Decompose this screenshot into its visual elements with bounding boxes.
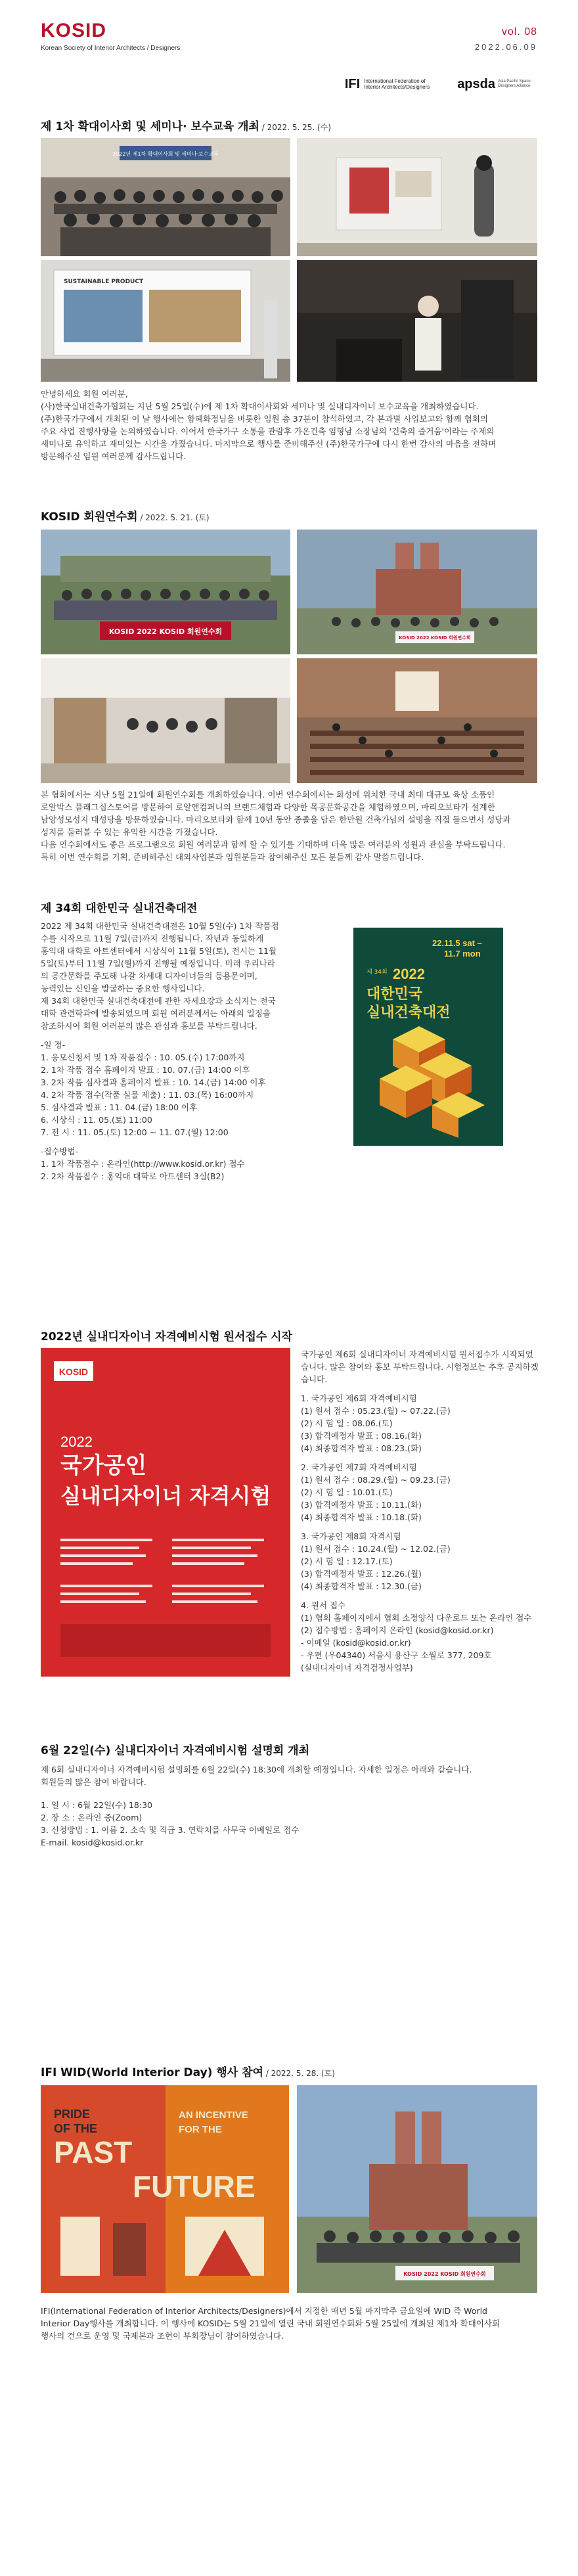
exam-block-line: 2. 국가공인 제7회 자격예비시험 [301,1462,417,1472]
exam-block-line: (1) 협회 홈페이지에서 협회 소정양식 다운로드 또는 온라인 접수 [301,1613,532,1623]
section-title-text: 제 1차 확대이사회 및 세미나· 보수교육 개최 [41,120,259,133]
paragraph-line: 로알박스 플래그십스토어를 방문하여 로알앤컴퍼니의 브랜드체험과 다양한 목공문화공간을 체험하였으며, 마리오보타가 설계한 [41,802,495,812]
schedule-item: 1. 응모신청서 및 1차 작품접수 : 10. 05.(수) 17:00까지 [41,1052,245,1062]
exam-block-line: (2) 시 험 일 : 12.17.(토) [301,1556,393,1566]
paragraph-line: 다음 연수회에서도 좋은 프로그램으로 회원 여러분과 함께 할 수 있기를 기대하며 더욱 많은 여러분의 성원과 관심을 부탁드립니다. [41,840,506,849]
issue-date: 2022.06.09 [474,42,537,52]
section-title-board-meeting [41,117,331,133]
section1-text [41,388,537,463]
section-title-interior-exhibition [41,899,197,915]
photo-members-group [41,530,290,654]
poster-title-1: 대한민국 [367,986,423,1003]
apsda-logo [457,77,537,92]
ifi-logo [345,77,443,92]
training-banner-text: KOSID 2022 KOSID 회원연수회 [108,627,223,636]
wid-poster-text: FUTURE [133,2169,256,2203]
intro-line: 능력있는 신인을 발굴하는 중요한 행사입니다. [41,983,205,993]
exam-block-line: (2) 접수방법 : 홈페이지 온라인 (kosid@kosid.or.kr) [301,1625,494,1635]
exam-block-line: 3. 국가공인 제8회 자격시험 [301,1531,401,1541]
paragraph-line: 세미나로 유익하고 재미있는 시간을 가졌습니다. 마지막으로 행사를 준비해주신 (주)한국가구에 다시 한번 감사의 마음을 전하며 [41,439,497,449]
intro-line: 홍익대 대학로 아트센터에서 시상식이 11월 5일(토), 전시는 11월 [41,946,277,956]
photo-cathedral-interior [297,658,537,783]
briefing-item: E-mail. kosid@kosid.or.kr [41,1838,144,1847]
section-date: / 2022. 5. 25. (수) [259,123,331,132]
paragraph-line: 본 협회에서는 지난 5월 21일에 회원연수회를 개최하였습니다. 이번 연수회에서는 화성에 위치한 국내 최대 대규모 육상 소품인 [41,790,495,800]
paragraph-line: 방문해주신 임원 여러분께 감사드립니다. [41,451,187,461]
schedule-item: 6. 시상식 : 11. 05.(토) 11:00 [41,1115,152,1125]
intro-line: 2022 제 34회 대한민국 실내건축대전은 10월 5일(수) 1차 작품접 [41,921,279,931]
exam-block-line: (2) 시 험 일 : 08.06.(토) [301,1418,393,1428]
exam-block-line: (실내디자이너 자격검정사업부) [301,1663,413,1673]
exhibition-poster [353,928,503,1146]
photo-speaker [297,260,537,382]
training-banner-text-2: KOSID 2022 KOSID 회원연수회 [399,635,471,641]
section-title-text: 2022년 실내디자이너 자격예비시험 원서접수 시작 [41,1330,293,1344]
slide-banner-text: 2022년 제1차 확대이사회 및 세미나·보수교육 [112,151,219,157]
photo-cathedral-group [297,530,537,654]
exam-intro-line: 습니다. 많은 참여와 홍보 부탁드립니다. 시험정보는 추후 공지하겠 [301,1362,539,1372]
exam-block-line: (2) 시 험 일 : 10.01.(토) [301,1487,393,1497]
volume-number: vol. 08 [501,26,537,37]
photo-group-seminar [41,138,290,256]
schedule-item: 5. 심사결과 발표 : 11. 04.(금) 18:00 이후 [41,1102,198,1112]
schedule-title: -일 정- [41,1040,66,1050]
exam-block-line: (1) 원서 접수 : 08.29.(월) ~ 09.23.(금) [301,1475,451,1485]
briefing-item: 3. 신청방법 : 1. 이름 2. 소속 및 직급 3. 연락처를 사무국 이메일로 접수 [41,1825,300,1835]
schedule-item: 2. 1차 작품 접수 홈페이지 발표 : 10. 07.(금) 14:00 이후 [41,1065,250,1075]
exam-block-line: (3) 합격예정자 발표 : 08.16.(화) [301,1431,422,1441]
exam-block-line: (3) 합격예정자 발표 : 10.11.(화) [301,1500,422,1510]
wid-banner-text: KOSID 2022 KOSID 회원연수회 [403,2271,486,2277]
intro-line: 5일(토)부터 11월 7일(월)까지 진행될 예정입니다. 미래 우리나라 [41,959,275,968]
wid-poster [41,2085,289,2293]
briefing-intro-line: 회원들의 많은 참여 바랍니다. [41,1777,146,1787]
paragraph-line: 행사의 건으로 운영 및 국제본과 조현이 부회장님이 참여하였습니다. [41,2331,284,2341]
screen-text: SUSTAINABLE PRODUCT [64,279,144,285]
section-title-text: KOSID 회원연수회 [41,510,138,524]
exam-poster-year: 2022 [60,1434,93,1450]
poster-year: 2022 [393,966,425,982]
wid-poster-text: PAST [54,2135,133,2169]
photo-wid-cathedral-group [297,2085,537,2293]
paragraph-line: 특히 이번 연수회를 기획, 준비해주신 대외사업본과 임원분들과 참여해주신 모든 분들께 감사 말씀드립니다. [41,852,424,862]
exam-intro-line: 국가공인 제6회 실내디자이너 자격예비시험 원서접수가 시작되었 [301,1349,533,1359]
photo-lecturer-screen [297,138,537,256]
exam-block-line: - 이메일 (kosid@kosid.or.kr) [301,1638,411,1648]
exam-block-line: (4) 최종합격자 발표 : 12.30.(금) [301,1581,422,1591]
paragraph-line: 남양성모성지 대성당을 방문하였습니다. 마리오보타와 함께 10년 동안 종졸을 담은 한만원 건축가님의 설명을 직접 들으면서 성당과 [41,815,511,825]
poster-dates-2: 11.7 mon [444,949,481,959]
paragraph-line: Interior Day행사를 개최합니다. 이 행사에 KOSID는 5월 21일에 열린 국내 회원연수회와 5월 25일에 개최된 제1차 확대이사회 [41,2318,500,2328]
poster-kosid-logo: KOSID [58,1367,89,1377]
section-date: / 2022. 5. 28. (토) [263,2069,335,2078]
poster-title-2: 실내건축대전 [367,1005,451,1021]
exhibition-intro [41,920,279,1183]
photo-slide-presentation [41,260,290,382]
section-title-text: IFI WID(World Interior Day) 행사 참여 [41,2066,263,2079]
exam-block-line: (4) 최종합격자 발표 : 08.23.(화) [301,1443,422,1453]
paragraph-line: (사)한국실내건축가협회는 지난 5월 25일(수)에 제 1차 확대이사회와 세미나 및 실내디자이너 보수교육을 개최하였습니다. [41,401,479,411]
logo-subtitle: Korean Society of Interior Architects / Designers [41,45,181,52]
poster-dates: 22.11.5 sat – [432,938,482,948]
partner-logos [345,71,537,97]
intro-line: 제 34회 대한민국 실내건축대전에 관한 자세요강과 소식지는 전국 [41,996,276,1006]
poster-label: 제 34회 [367,969,388,976]
intro-line: 참조하시어 회원 여러분의 많은 관심과 홍보를 부탁드립니다. [41,1021,257,1031]
submit-item: 2. 2차 작품접수 : 홍익대 대학로 아트센터 3실(B2) [41,1171,225,1181]
exam-block-line: (1) 원서 접수 : 10.24.(월) ~ 12.02.(금) [301,1544,451,1554]
section-title-text: 6월 22일(수) 실내디자이너 자격예비시험 설명회 개최 [41,1744,310,1757]
exam-poster-title-1: 국가공인 [60,1453,147,1479]
wid-poster-text: PRIDE [54,2108,91,2121]
paragraph-line: IFI(International Federation of Interior Architects/Designers)에서 지정한 매년 5월 마지막주 금요일에 WID 즉 World [41,2306,487,2316]
photo-showroom [41,658,290,783]
schedule-item: 4. 2차 작품 접수(작품 실물 제출) : 11. 03.(목) 16:00까지 [41,1090,254,1100]
header [41,20,537,105]
submit-title: -접수방법- [41,1146,79,1156]
intro-line: 대학 관련학과에 발송되었으며 회원 여러분께서는 아래의 일정을 [41,1008,271,1018]
paragraph-line: (주)한국가구에서 개최된 이 날 행사에는 함혜화정님을 비롯한 임원 총 37분이 참석하였고, 각 본과별 사업보고와 함께 협회의 [41,414,488,424]
wid-poster-text: OF THE [54,2122,97,2135]
briefing-item: 1. 일 시 : 6월 22일(수) 18:30 [41,1800,152,1810]
section-title-text: 제 34회 대한민국 실내건축대전 [41,902,198,915]
kosid-logo: KOSID [41,20,107,41]
paragraph-line: 안녕하세요 회원 여러분, [41,389,128,399]
apsda-mark: apsda [457,76,495,91]
section-title-member-training [41,507,210,524]
exam-poster [41,1348,290,1677]
exam-block-line: - 우편 (우04340) 서울시 용산구 소월로 377, 209호 [301,1650,492,1660]
submit-item: 1. 1차 작품접수 : 온라인(http://www.kosid.or.kr) 접수 [41,1159,245,1169]
exam-block-line: (3) 합격예정자 발표 : 12.26.(월) [301,1569,422,1579]
paragraph-line: 주요 사업 진행사항을 논의하였습니다. 이어서 한국가구 소통을 관람후 가온건축 임형남 소장님의 '건축의 즐거움'이라는 주제의 [41,426,495,436]
intro-line: 의 공간문화를 주도해 나갈 차세대 디자이너들의 등용문이며, [41,971,257,981]
intro-line: 수를 시작으로 11월 7일(금)까지 진행됩니다. 작년과 동일하게 [41,934,264,943]
schedule-item: 7. 전 시 : 11. 05.(토) 12:00 ~ 11. 07.(월) 12:00 [41,1127,229,1137]
section6-text [41,2305,537,2342]
paragraph-line: 성지를 둘러볼 수 있는 유익한 시간을 가졌습니다. [41,827,218,837]
exam-intro-line: 습니다. [301,1374,328,1384]
section-date: / 2022. 5. 21. (토) [137,513,210,522]
exam-block-line: (4) 최종합격자 발표 : 10.18.(화) [301,1512,422,1522]
wid-poster-text: FOR THE [179,2124,222,2135]
exam-block-line: (1) 원서 접수 : 05.23.(월) ~ 07.22.(금) [301,1406,451,1416]
schedule-item: 3. 2차 작품 심사결과 홈페이지 발표 : 10. 14.(금) 14:00 이후 [41,1077,266,1087]
section-title-briefing [41,1741,309,1757]
apsda-text: Asia Pacific Space Designers Alliance [498,79,531,88]
section-title-designer-exam [41,1327,292,1344]
section-title-ifi-wid [41,2063,335,2079]
briefing-intro-line: 제 6회 실내디자이너 자격예비시험 설명회를 6월 22일(수) 18:30에 개최할 예정입니다. 자세한 일정은 아래와 같습니다. [41,1765,472,1774]
ifi-text: International Federation of Interior Architects/Designers [364,78,430,90]
wid-poster-text: AN INCENTIVE [179,2110,248,2121]
briefing-item: 2. 장 소 : 온라인 중(Zoom) [41,1813,143,1822]
exam-poster-title-2: 실내디자이너 자격시험 [60,1483,271,1508]
briefing-info [41,1763,472,1849]
exam-block-line: 4. 원서 접수 [301,1600,346,1610]
section2-text [41,788,537,863]
exam-block-line: 1. 국가공인 제6회 자격예비시험 [301,1393,417,1403]
exam-info [301,1348,539,1674]
ifi-mark: IFI [344,76,361,91]
